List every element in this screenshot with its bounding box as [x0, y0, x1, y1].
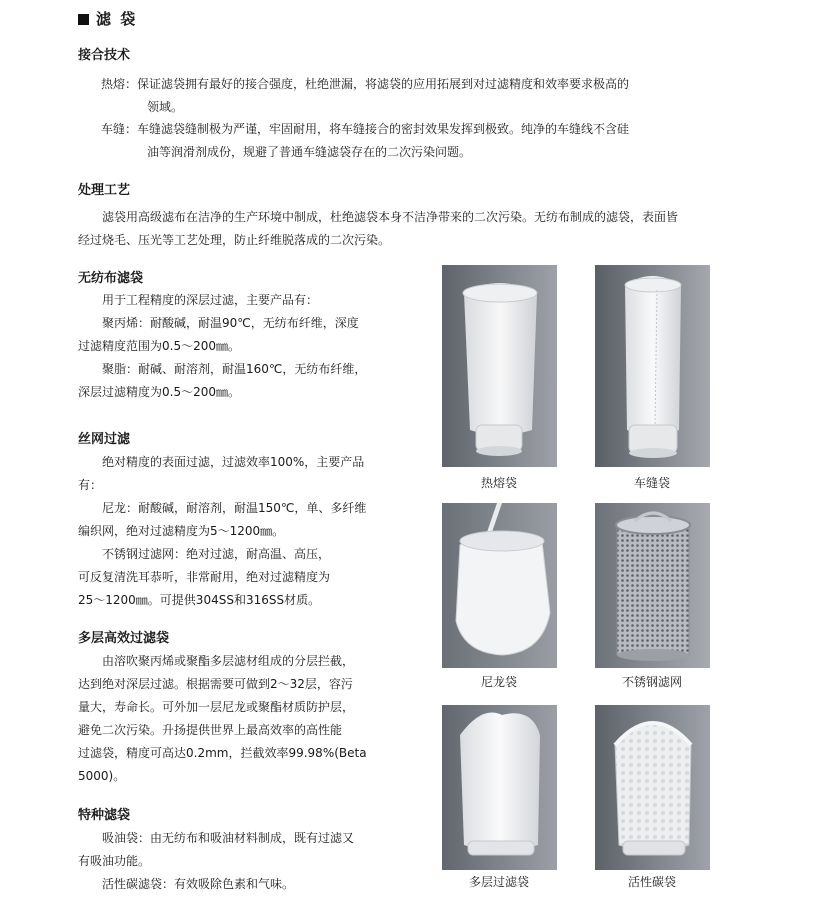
special-heading: 特种滤袋 [78, 808, 131, 823]
hot-melt-bag-photo [442, 265, 557, 467]
special-text: 吸油袋：由无纺布和吸油材料制成，既有过滤又 有吸油功能。 活性碳滤袋：有效吸除色素和气味。 [78, 831, 355, 891]
square-bullet-icon [78, 14, 89, 25]
nylon-bag-photo [442, 503, 557, 668]
nonwoven-heading: 无纺布滤袋 [78, 271, 144, 286]
multilayer-heading: 多层高效过滤袋 [78, 631, 170, 646]
steel-basket-caption: 不锈钢滤网 [621, 675, 682, 689]
hot-melt-bag-caption: 热熔袋 [480, 476, 517, 490]
page-title: 滤 袋 [78, 8, 137, 29]
multilayer-text: 由溶吹聚丙烯或聚酯多层滤材组成的分层拦截， 达到绝对深层过滤。根据需要可做到2～32层，容污 量大，寿命长。可外加一层尼龙或聚酯材质防护层， 避免二次污染。升扬提供世界上最高效率的高性能 过滤袋，精度可高达0.2mm，拦截效率99.98%(Beta 5000)。 [78, 654, 367, 783]
sewn-bag-caption: 车缝袋 [633, 476, 670, 490]
mesh-heading: 丝网过滤 [78, 432, 131, 447]
nylon-bag-caption: 尼龙袋 [480, 675, 517, 689]
process-heading: 处理工艺 [78, 183, 131, 198]
multilayer-bag-caption: 多层过滤袋 [468, 875, 529, 889]
process-text: 滤袋用高级滤布在洁净的生产环境中制成，杜绝滤袋本身不洁净带来的二次污染。无纺布制成的滤袋，表面皆 经过烧毛、压光等工艺处理，防止纤维脱落成的二次污染。 [78, 210, 679, 247]
nonwoven-text: 用于工程精度的深层过滤，主要产品有： 聚丙烯：耐酸碱，耐温90℃，无纺布纤维，深度 过滤精度范围为0.5～200㎜。 聚脂：耐碱、耐溶剂，耐温160℃，无纺布纤维， 深层过滤精度为0.5～200㎜。 [78, 293, 367, 399]
joining-heading: 接合技术 [78, 48, 131, 63]
steel-basket-photo [595, 503, 710, 668]
carbon-bag-caption: 活性碳袋 [627, 875, 676, 889]
mesh-text: 绝对精度的表面过滤，过滤效率100%，主要产品 有： 尼龙：耐酸碱，耐溶剂，耐温150℃，单、多纤维 编织网，绝对过滤精度为5～1200㎜。 不锈钢过滤网：绝对过滤，耐高温、高压， 可反复清洗耳恭听，非常耐用，绝对过滤精度为 25～1200㎜。可提供304SS和316SS材质。 [78, 455, 367, 607]
hot-melt-text: 热熔：保证滤袋拥有最好的接合强度，杜绝泄漏，将滤袋的应用拓展到对过滤精度和效率要求极高的 领域。 [101, 77, 630, 114]
multilayer-bag-photo [442, 705, 557, 870]
carbon-bag-photo [595, 705, 710, 870]
sewn-bag-photo [595, 265, 710, 467]
sewing-text: 车缝：车缝滤袋缝制极为严谨，牢固耐用，将车缝接合的密封效果发挥到极致。纯净的车缝线不含硅 油等润滑剂成份，规避了普通车缝滤袋存在的二次污染问题。 [101, 122, 630, 159]
